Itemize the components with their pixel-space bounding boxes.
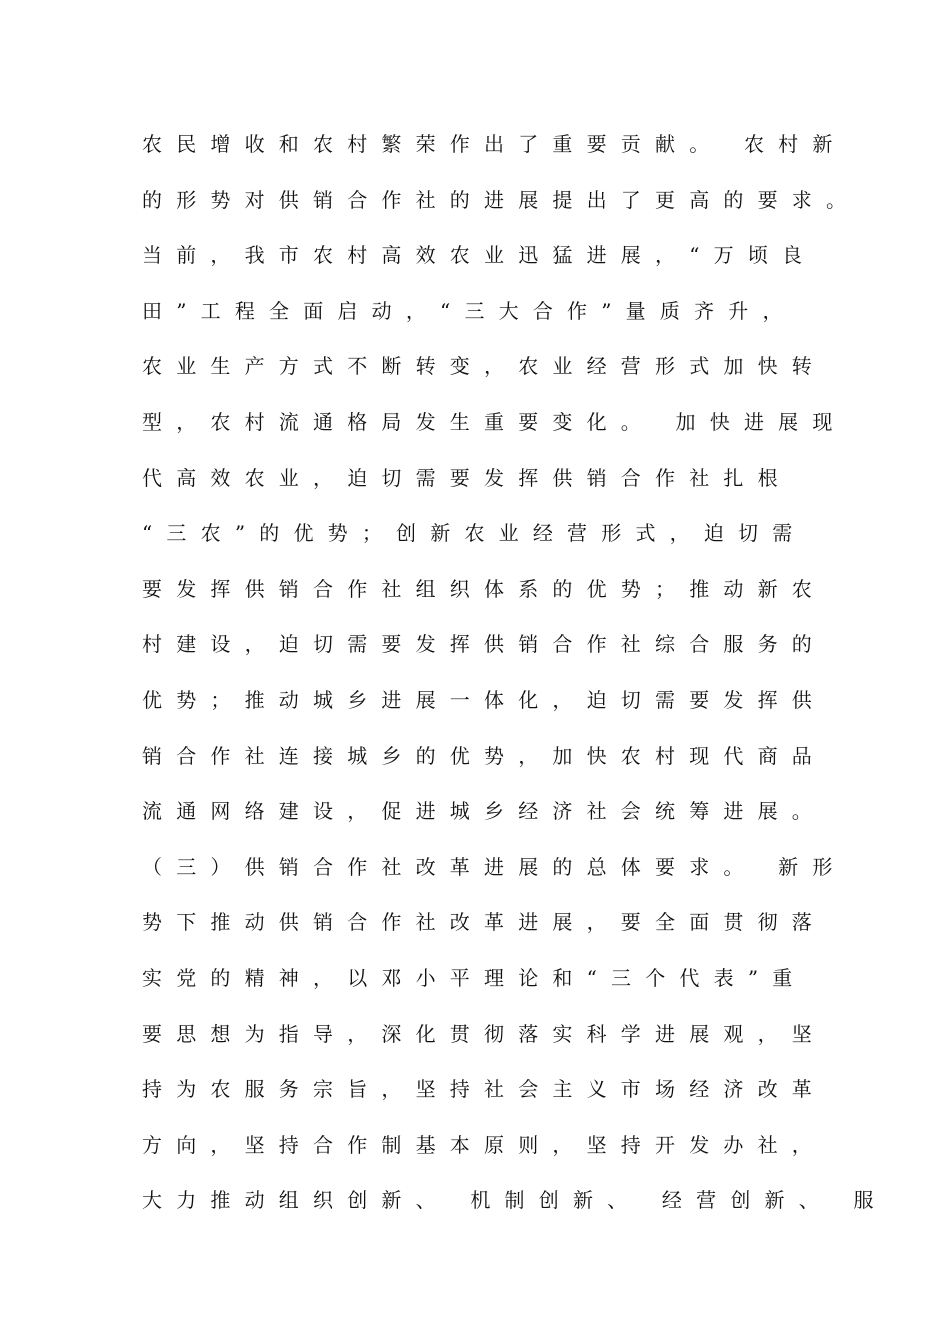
text-line: 势下推动供销合作社改革进展，要全面贯彻落: [142, 910, 826, 935]
text-line: “三农”的优势；创新农业经营形式，迫切需: [142, 521, 807, 546]
text-line: 村建设，迫切需要发挥供销合作社综合服务的: [142, 632, 826, 657]
text-line: 销合作社连接城乡的优势，加快农村现代商品: [142, 743, 826, 768]
text-line: 型，农村流通格局发生重要变化。 加快进展现: [142, 409, 847, 434]
text-line: 代高效农业，迫切需要发挥供销合作社扎根: [142, 465, 792, 490]
text-line: 当前，我市农村高效农业迅猛进展，“万顷良: [142, 243, 817, 268]
text-line: 要发挥供销合作社组织体系的优势；推动新农: [142, 576, 826, 601]
text-line: 农业生产方式不断转变，农业经营形式加快转: [142, 354, 826, 379]
text-line: 的形势对供销合作社的进展提出了更高的要求。: [142, 187, 861, 212]
text-line: 方向，坚持合作制基本原则，坚持开发办社，: [142, 1132, 826, 1157]
body-text: [142, 126, 888, 1238]
text-line: 大力推动组织创新、 机制创新、 经营创新、 服: [142, 1188, 888, 1213]
text-line: 实党的精神，以邓小平理论和“三个代表”重: [142, 965, 807, 990]
text-line: （三）供销合作社改革进展的总体要求。 新形: [142, 854, 847, 879]
text-line: 田”工程全面启动，“三大合作”量质齐升，: [142, 298, 797, 323]
text-line: 农民增收和农村繁荣作出了重要贡献。 农村新: [142, 132, 847, 156]
text-line: 优势；推动城乡进展一体化，迫切需要发挥供: [142, 687, 826, 712]
text-line: 持为农服务宗旨，坚持社会主义市场经济改革: [142, 1077, 826, 1102]
text-line: 流通网络建设，促进城乡经济社会统筹进展。: [142, 799, 826, 824]
text-line: 要思想为指导，深化贯彻落实科学进展观，坚: [142, 1021, 826, 1046]
